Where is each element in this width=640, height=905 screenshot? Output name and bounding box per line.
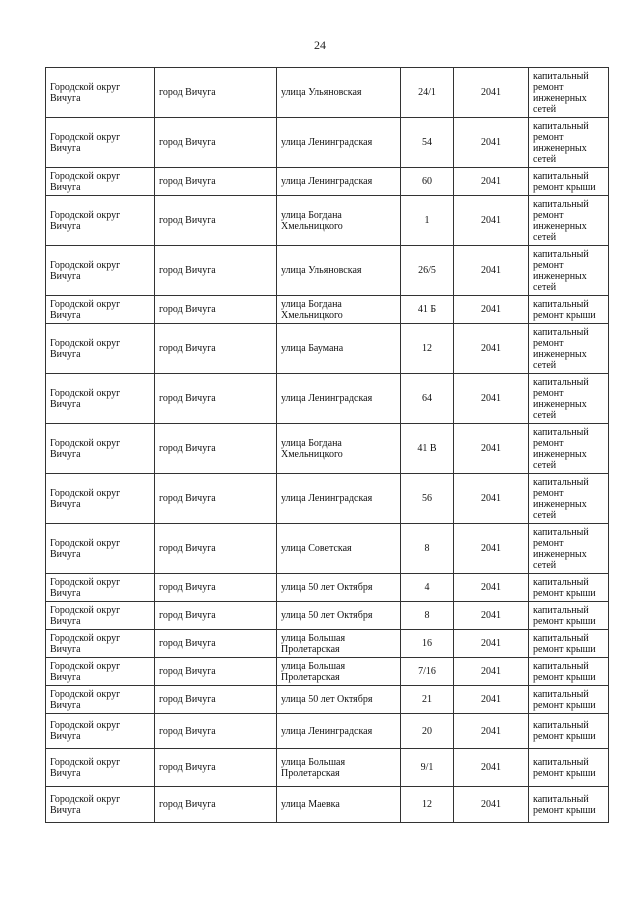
- street-cell: улица Ленинградская: [277, 374, 401, 424]
- municipal-district-cell: Городской округ Вичуга: [46, 524, 155, 574]
- year-cell: 2041: [454, 424, 529, 474]
- work-type-cell: капитальный ремонт инженерных сетей: [529, 246, 609, 296]
- street-cell: улица Ленинградская: [277, 168, 401, 196]
- house-number-cell: 54: [401, 118, 454, 168]
- table-row: [46, 68, 609, 118]
- work-type-cell: капитальный ремонт крыши: [529, 168, 609, 196]
- municipal-district-cell: Городской округ Вичуга: [46, 714, 155, 749]
- street-cell: улица 50 лет Октября: [277, 686, 401, 714]
- street-cell: улица Ленинградская: [277, 474, 401, 524]
- house-number-cell: 9/1: [401, 749, 454, 787]
- work-type-cell: капитальный ремонт крыши: [529, 714, 609, 749]
- municipal-district-cell: Городской округ Вичуга: [46, 787, 155, 823]
- table-row: [46, 602, 609, 630]
- house-number-cell: 56: [401, 474, 454, 524]
- work-type-cell: капитальный ремонт инженерных сетей: [529, 324, 609, 374]
- municipal-district-cell: Городской округ Вичуга: [46, 602, 155, 630]
- year-cell: 2041: [454, 787, 529, 823]
- city-cell: город Вичуга: [155, 246, 277, 296]
- table-row: [46, 686, 609, 714]
- table-row: [46, 118, 609, 168]
- house-number-cell: 20: [401, 714, 454, 749]
- city-cell: город Вичуга: [155, 714, 277, 749]
- year-cell: 2041: [454, 374, 529, 424]
- house-number-cell: 8: [401, 602, 454, 630]
- house-number-cell: 16: [401, 630, 454, 658]
- street-cell: улица Ленинградская: [277, 118, 401, 168]
- year-cell: 2041: [454, 296, 529, 324]
- city-cell: город Вичуга: [155, 168, 277, 196]
- street-cell: улица Богдана Хмельницкого: [277, 196, 401, 246]
- city-cell: город Вичуга: [155, 374, 277, 424]
- street-cell: улица Ленинградская: [277, 714, 401, 749]
- house-number-cell: 1: [401, 196, 454, 246]
- city-cell: город Вичуга: [155, 196, 277, 246]
- house-number-cell: 41 В: [401, 424, 454, 474]
- street-cell: улица Большая Пролетарская: [277, 749, 401, 787]
- table-row: [46, 374, 609, 424]
- house-number-cell: 26/5: [401, 246, 454, 296]
- table-row: [46, 324, 609, 374]
- table-row: [46, 630, 609, 658]
- street-cell: улица Ульяновская: [277, 68, 401, 118]
- city-cell: город Вичуга: [155, 749, 277, 787]
- house-number-cell: 12: [401, 787, 454, 823]
- street-cell: улица Большая Пролетарская: [277, 658, 401, 686]
- table-row: [46, 168, 609, 196]
- page-number: 24: [314, 38, 326, 52]
- municipal-district-cell: Городской округ Вичуга: [46, 749, 155, 787]
- municipal-district-cell: Городской округ Вичуга: [46, 424, 155, 474]
- work-type-cell: капитальный ремонт крыши: [529, 574, 609, 602]
- house-number-cell: 60: [401, 168, 454, 196]
- city-cell: город Вичуга: [155, 424, 277, 474]
- year-cell: 2041: [454, 196, 529, 246]
- table-row: [46, 749, 609, 787]
- city-cell: город Вичуга: [155, 474, 277, 524]
- work-type-cell: капитальный ремонт крыши: [529, 296, 609, 324]
- city-cell: город Вичуга: [155, 118, 277, 168]
- municipal-district-cell: Городской округ Вичуга: [46, 474, 155, 524]
- work-type-cell: капитальный ремонт крыши: [529, 602, 609, 630]
- year-cell: 2041: [454, 658, 529, 686]
- work-type-cell: капитальный ремонт крыши: [529, 630, 609, 658]
- house-number-cell: 7/16: [401, 658, 454, 686]
- year-cell: 2041: [454, 168, 529, 196]
- house-number-cell: 4: [401, 574, 454, 602]
- city-cell: город Вичуга: [155, 787, 277, 823]
- street-cell: улица Большая Пролетарская: [277, 630, 401, 658]
- municipal-district-cell: Городской округ Вичуга: [46, 658, 155, 686]
- street-cell: улица Маевка: [277, 787, 401, 823]
- work-type-cell: капитальный ремонт инженерных сетей: [529, 474, 609, 524]
- year-cell: 2041: [454, 68, 529, 118]
- municipal-district-cell: Городской округ Вичуга: [46, 118, 155, 168]
- city-cell: город Вичуга: [155, 630, 277, 658]
- municipal-district-cell: Городской округ Вичуга: [46, 686, 155, 714]
- work-type-cell: капитальный ремонт инженерных сетей: [529, 68, 609, 118]
- municipal-district-cell: Городской округ Вичуга: [46, 374, 155, 424]
- year-cell: 2041: [454, 324, 529, 374]
- work-type-cell: капитальный ремонт крыши: [529, 658, 609, 686]
- table-row: [46, 714, 609, 749]
- city-cell: город Вичуга: [155, 324, 277, 374]
- work-type-cell: капитальный ремонт крыши: [529, 787, 609, 823]
- municipal-district-cell: Городской округ Вичуга: [46, 296, 155, 324]
- street-cell: улица 50 лет Октября: [277, 602, 401, 630]
- table-row: [46, 296, 609, 324]
- year-cell: 2041: [454, 602, 529, 630]
- year-cell: 2041: [454, 686, 529, 714]
- work-type-cell: капитальный ремонт инженерных сетей: [529, 524, 609, 574]
- house-number-cell: 64: [401, 374, 454, 424]
- street-cell: улица Богдана Хмельницкого: [277, 424, 401, 474]
- table-row: [46, 658, 609, 686]
- work-type-cell: капитальный ремонт крыши: [529, 749, 609, 787]
- street-cell: улица Баумана: [277, 324, 401, 374]
- work-type-cell: капитальный ремонт инженерных сетей: [529, 424, 609, 474]
- work-type-cell: капитальный ремонт крыши: [529, 686, 609, 714]
- work-type-cell: капитальный ремонт инженерных сетей: [529, 118, 609, 168]
- city-cell: город Вичуга: [155, 658, 277, 686]
- table-row: [46, 474, 609, 524]
- year-cell: 2041: [454, 714, 529, 749]
- house-number-cell: 41 Б: [401, 296, 454, 324]
- year-cell: 2041: [454, 630, 529, 658]
- house-number-cell: 21: [401, 686, 454, 714]
- house-number-cell: 8: [401, 524, 454, 574]
- municipal-district-cell: Городской округ Вичуга: [46, 324, 155, 374]
- street-cell: улица 50 лет Октября: [277, 574, 401, 602]
- year-cell: 2041: [454, 474, 529, 524]
- street-cell: улица Ульяновская: [277, 246, 401, 296]
- municipal-district-cell: Городской округ Вичуга: [46, 630, 155, 658]
- city-cell: город Вичуга: [155, 686, 277, 714]
- municipal-district-cell: Городской округ Вичуга: [46, 246, 155, 296]
- city-cell: город Вичуга: [155, 296, 277, 324]
- table-row: [46, 196, 609, 246]
- municipal-district-cell: Городской округ Вичуга: [46, 68, 155, 118]
- street-cell: улица Советская: [277, 524, 401, 574]
- work-type-cell: капитальный ремонт инженерных сетей: [529, 196, 609, 246]
- municipal-district-cell: Городской округ Вичуга: [46, 168, 155, 196]
- year-cell: 2041: [454, 118, 529, 168]
- year-cell: 2041: [454, 246, 529, 296]
- city-cell: город Вичуга: [155, 574, 277, 602]
- table-row: [46, 787, 609, 823]
- street-cell: улица Богдана Хмельницкого: [277, 296, 401, 324]
- municipal-district-cell: Городской округ Вичуга: [46, 574, 155, 602]
- city-cell: город Вичуга: [155, 68, 277, 118]
- table-row: [46, 574, 609, 602]
- table-row: [46, 524, 609, 574]
- table-row: [46, 424, 609, 474]
- municipal-district-cell: Городской округ Вичуга: [46, 196, 155, 246]
- year-cell: 2041: [454, 574, 529, 602]
- registry-body: [46, 68, 609, 823]
- house-number-cell: 24/1: [401, 68, 454, 118]
- year-cell: 2041: [454, 749, 529, 787]
- house-number-cell: 12: [401, 324, 454, 374]
- year-cell: 2041: [454, 524, 529, 574]
- city-cell: город Вичуга: [155, 602, 277, 630]
- work-type-cell: капитальный ремонт инженерных сетей: [529, 374, 609, 424]
- table-row: [46, 246, 609, 296]
- city-cell: город Вичуга: [155, 524, 277, 574]
- repair-registry-table: [45, 67, 609, 823]
